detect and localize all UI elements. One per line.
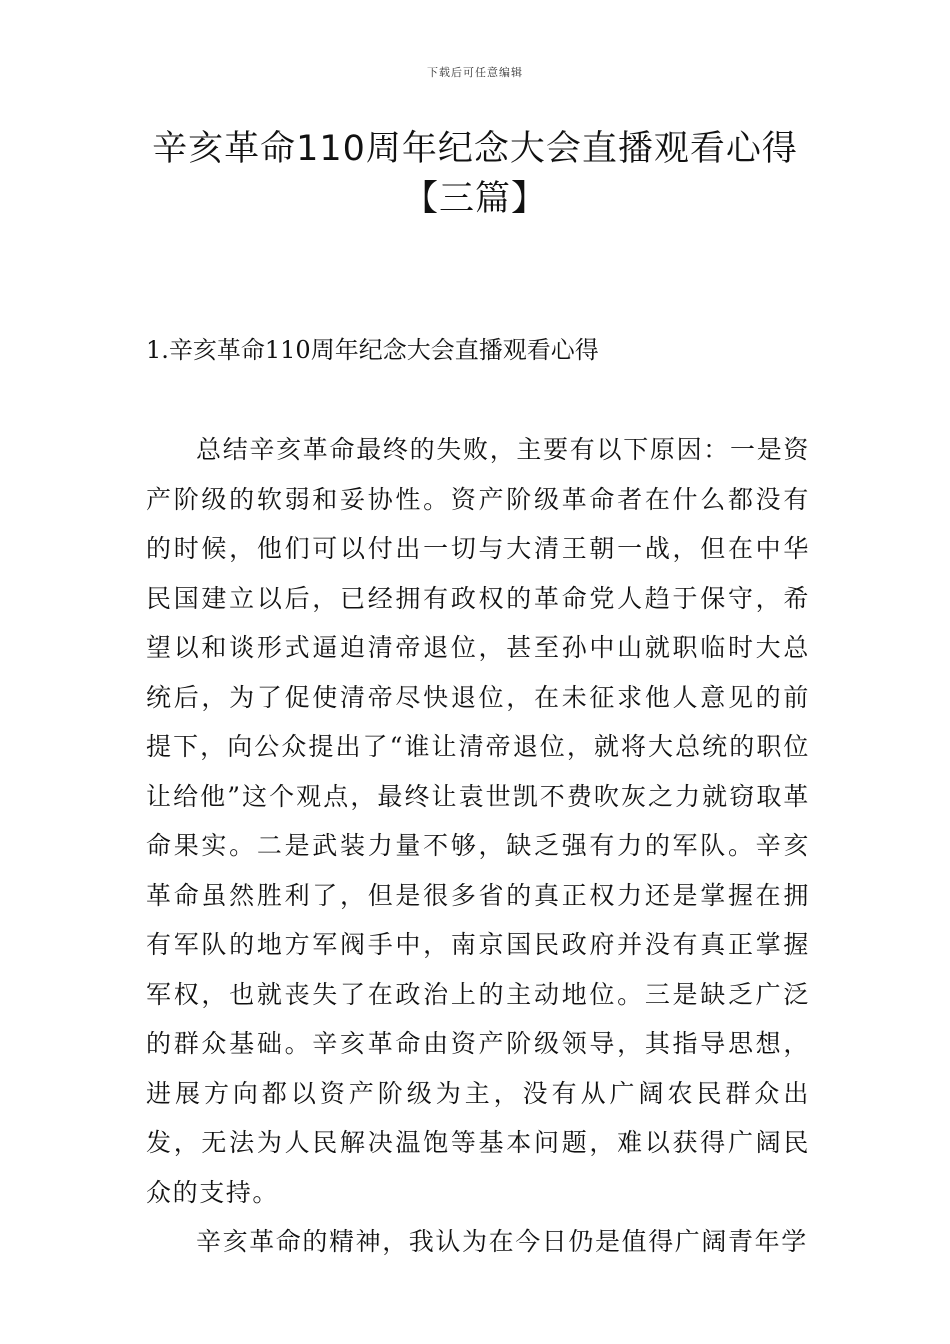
title-line-1: 辛亥革命110周年纪念大会直播观看心得: [152, 129, 798, 169]
header-note: 下载后可任意编辑: [427, 66, 523, 79]
document-title: [100, 124, 850, 224]
body-text: [146, 425, 810, 1267]
title-line-2: 【三篇】: [402, 179, 547, 219]
paragraph-1: 总结辛亥革命最终的失败，主要有以下原因：一是资产阶级的软弱和妥协性。资产阶级革命者在什么都没有的时候，他们可以付出一切与大清王朝一战，但在中华民国建立以后，已经拥有政权的革命党人趋于保守，希望以和谈形式逼迫清帝退位，甚至孙中山就职临时大总统后，为了促使清帝尽快退位，在未征求他人意见的前提下，向公众提出了“谁让清帝退位，就将大总统的职位让给他”这个观点，最终让袁世凯不费吹灰之力就窃取革命果实。二是武装力量不够，缺乏强有力的军队。辛亥革命虽然胜利了，但是很多省的真正权力还是掌握在拥有军队的地方军阀手中，南京国民政府并没有真正掌握军权，也就丧失了在政治上的主动地位。三是缺乏广泛的群众基础。辛亥革命由资产阶级领导，其指导思想，进展方向都以资产阶级为主，没有从广阔农民群众出发，无法为人民解决温饱等基本问题，难以获得广阔民众的支持。: [146, 435, 810, 1207]
section-heading: 1.辛亥革命110周年纪念大会直播观看心得: [146, 336, 599, 364]
paragraph-2: 辛亥革命的精神，我认为在今日仍是值得广阔青年学: [196, 1227, 808, 1256]
